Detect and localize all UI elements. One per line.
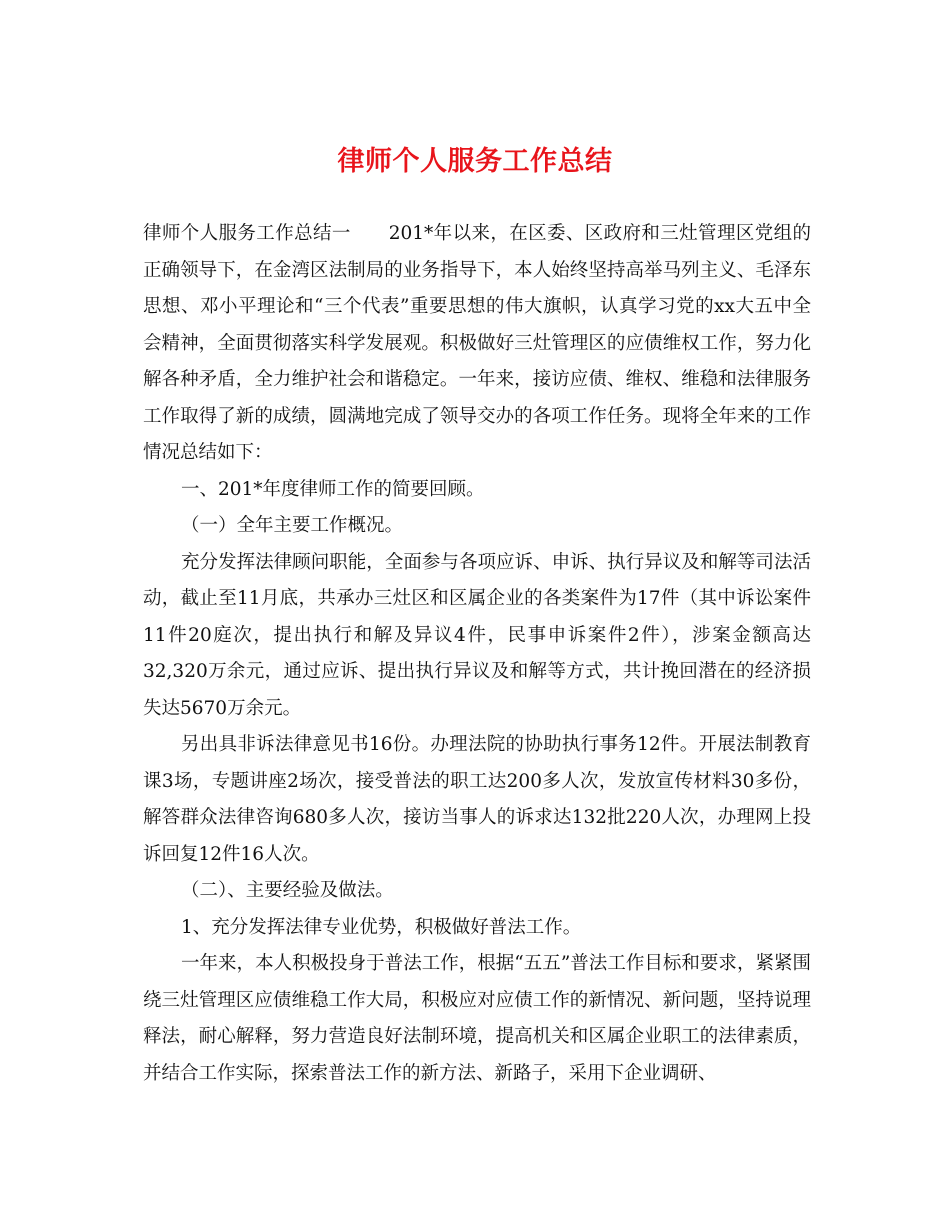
section-heading-review: 一、201*年度律师工作的简要回顾。 bbox=[181, 478, 485, 500]
item-heading-legal-education: 1、充分发挥法律专业优势，积极做好普法工作。 bbox=[181, 916, 582, 938]
paragraph-cases: 充分发挥法律顾问职能，全面参与各项应诉、申诉、执行异议及和解等司法活动，截止至11月底，共承办三灶区和区属企业的各类案件为17件（其中诉讼案件11件20庭次，提出执行和解及异议4件，民事申诉案件2件），涉案金额高达32,320万余元，通过应诉、提出执行异议及和解等方式，共计挽回潜在的经济损失达5670万余元。 bbox=[143, 551, 811, 719]
paragraph-other-work: 另出具非诉法律意见书16份。办理法院的协助执行事务12件。开展法制教育课3场，专题讲座2场次，接受普法的职工达200多人次，发放宣传材料30多份，解答群众法律咨询680多人次，接访当事人的诉求达132批220人次，办理网上投诉回复12件16人次。 bbox=[143, 734, 811, 865]
subsection-heading-experience: （二）、主要经验及做法。 bbox=[181, 880, 394, 901]
paragraph-intro-lead: 律师个人服务工作总结一 bbox=[143, 223, 351, 244]
document-title: 律师个人服务工作总结 bbox=[337, 146, 613, 177]
subsection-heading-overview: （一）全年主要工作概况。 bbox=[181, 515, 404, 536]
paragraph-intro bbox=[143, 216, 811, 472]
paragraph-intro-text: 201*年以来，在区委、区政府和三灶管理区党组的正确领导下，在金湾区法制局的业务指导下，本人始终坚持高举马列主义、毛泽东思想、邓小平理论和“三个代表”重要思想的伟大旗帜，认真学习党的xx大五中全会精神，全面贯彻落实科学发展观。积极做好三灶管理区的应债维权工作，努力化解各种矛盾，全力维护社会和谐稳定。一年来，接访应债、维权、维稳和法律服务工作取得了新的成绩，圆满地完成了领导交办的各项工作任务。现将全年来的工作情况总结如下： bbox=[143, 223, 811, 463]
document-body bbox=[143, 216, 811, 1092]
paragraph-legal-education: 一年来，本人积极投身于普法工作，根据“五五”普法工作目标和要求，紧紧围绕三灶管理区应债维稳工作大局，积极应对应债工作的新情况、新问题，坚持说理释法，耐心解释，努力营造良好法制环境，提高机关和区属企业职工的法律素质，并结合工作实际，探索普法工作的新方法、新路子，采用下企业调研、 bbox=[143, 953, 811, 1084]
